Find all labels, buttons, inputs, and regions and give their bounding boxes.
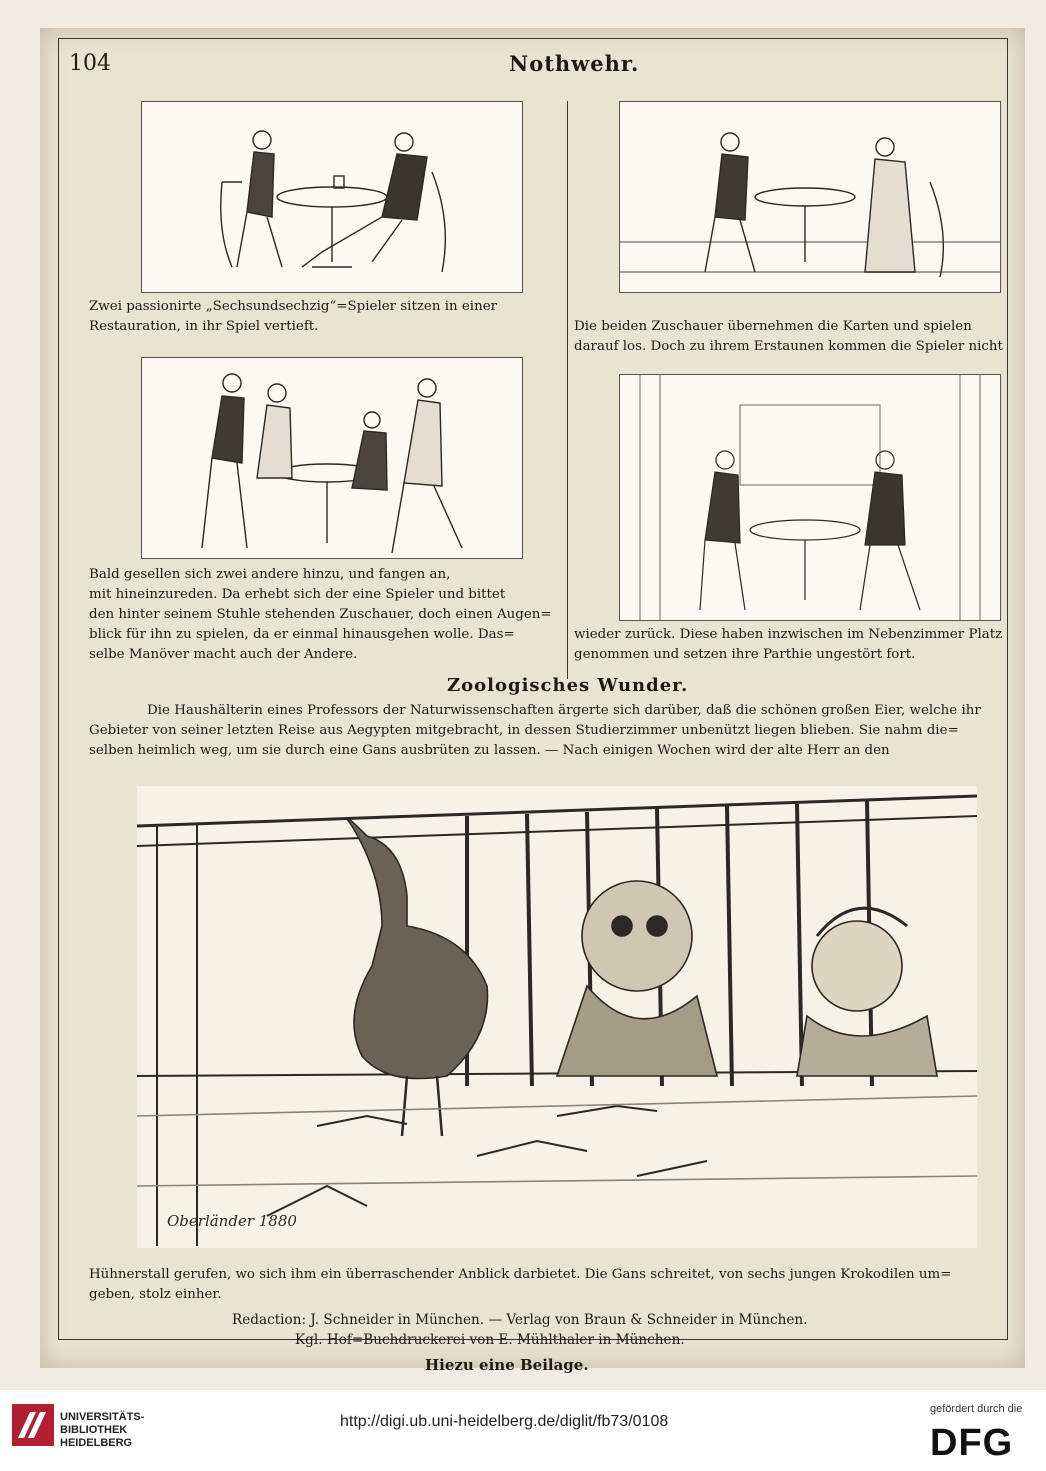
permalink-url[interactable]: http://digi.ub.uni-heidelberg.de/diglit/fb73/0108 xyxy=(340,1413,669,1430)
caption-panel-2-line-1: Die beiden Zuschauer übernehmen die Karten und spielen xyxy=(574,319,972,334)
caption-panel-1-line-1: Zwei passionirte „Sechsundsechzig“=Spieler sitzen in einer xyxy=(89,299,498,314)
page-number: 104 xyxy=(69,51,111,76)
imprint-line-1: Redaction: J. Schneider in München. — Verlag von Braun & Schneider in München. xyxy=(232,1312,808,1328)
card-players-sketch-4 xyxy=(620,375,1000,620)
caption-panel-1-line-2: Restauration, in ihr Spiel vertieft. xyxy=(89,319,319,334)
story-line-1: Die Haushälterin eines Professors der Naturwissenschaften ärgerte sich darüber, daß die schönen großen Eier, welche ihr xyxy=(147,703,981,718)
supplement-note: Hiezu eine Beilage. xyxy=(425,1356,589,1374)
illustration-panel-4 xyxy=(619,374,1001,621)
story-end-line-2: geben, stolz einher. xyxy=(89,1287,222,1302)
caption-panel-4-line-2: genommen und setzen ihre Parthie ungestört fort. xyxy=(574,647,916,662)
caption-panel-3-line-4: blick für ihn zu spielen, da er einmal hinausgehen wolle. Das= xyxy=(89,627,515,642)
university-library-name: UNIVERSITÄTS- BIBLIOTHEK HEIDELBERG xyxy=(60,1411,145,1449)
card-players-sketch-3 xyxy=(142,358,522,558)
henhouse-scene xyxy=(137,786,977,1248)
illustration-panel-3 xyxy=(141,357,523,559)
caption-panel-3-line-5: selbe Manöver macht auch der Andere. xyxy=(89,647,358,662)
card-players-sketch-2 xyxy=(620,102,1000,292)
caption-panel-3-line-1: Bald gesellen sich zwei andere hinzu, und fangen an, xyxy=(89,567,451,582)
story-line-2: Gebieter von seiner letzten Reise aus Aegypten mitgebracht, in dessen Studierzimmer unbenützt liegen blieben. Sie nahm die= xyxy=(89,723,959,738)
card-players-sketch-1 xyxy=(142,102,522,292)
caption-panel-2-line-2: darauf los. Doch zu ihrem Erstaunen kommen die Spieler nicht xyxy=(574,339,1003,354)
dfg-logo-icon[interactable]: DFG xyxy=(930,1422,1014,1464)
caption-panel-3-line-2: mit hineinzureden. Da erhebt sich der eine Spieler und bittet xyxy=(89,587,506,602)
illustration-panel-2 xyxy=(619,101,1001,293)
running-head: Nothwehr. xyxy=(509,51,640,76)
logo-background xyxy=(12,1404,54,1446)
caption-panel-4-line-1: wieder zurück. Diese haben inzwischen im Nebenzimmer Platz xyxy=(574,627,1003,642)
artist-signature: Oberländer 1880 xyxy=(167,1212,297,1230)
illustration-panel-1 xyxy=(141,101,523,293)
funding-label: gefördert durch die xyxy=(930,1403,1023,1415)
goose-crocodile-illustration xyxy=(137,786,977,1248)
story-end-line-1: Hühnerstall gerufen, wo sich ihm ein überraschender Anblick darbietet. Die Gans schreitet, von sechs jungen Krokodilen um= xyxy=(89,1267,952,1282)
column-rule xyxy=(567,101,568,679)
caption-panel-3-line-3: den hinter seinem Stuhle stehenden Zuschauer, doch einen Augen= xyxy=(89,607,552,622)
university-library-logo-icon[interactable] xyxy=(12,1404,54,1446)
magazine-page xyxy=(40,28,1025,1374)
imprint-line-2: Kgl. Hof=Buchdruckerei von E. Mühlthaler in München. xyxy=(295,1332,685,1348)
story-line-3: selben heimlich weg, um sie durch eine Gans ausbrüten zu lassen. — Nach einigen Wochen wird der alte Herr an den xyxy=(89,743,890,758)
story-title: Zoologisches Wunder. xyxy=(447,675,689,696)
page-frame xyxy=(58,38,1008,1340)
